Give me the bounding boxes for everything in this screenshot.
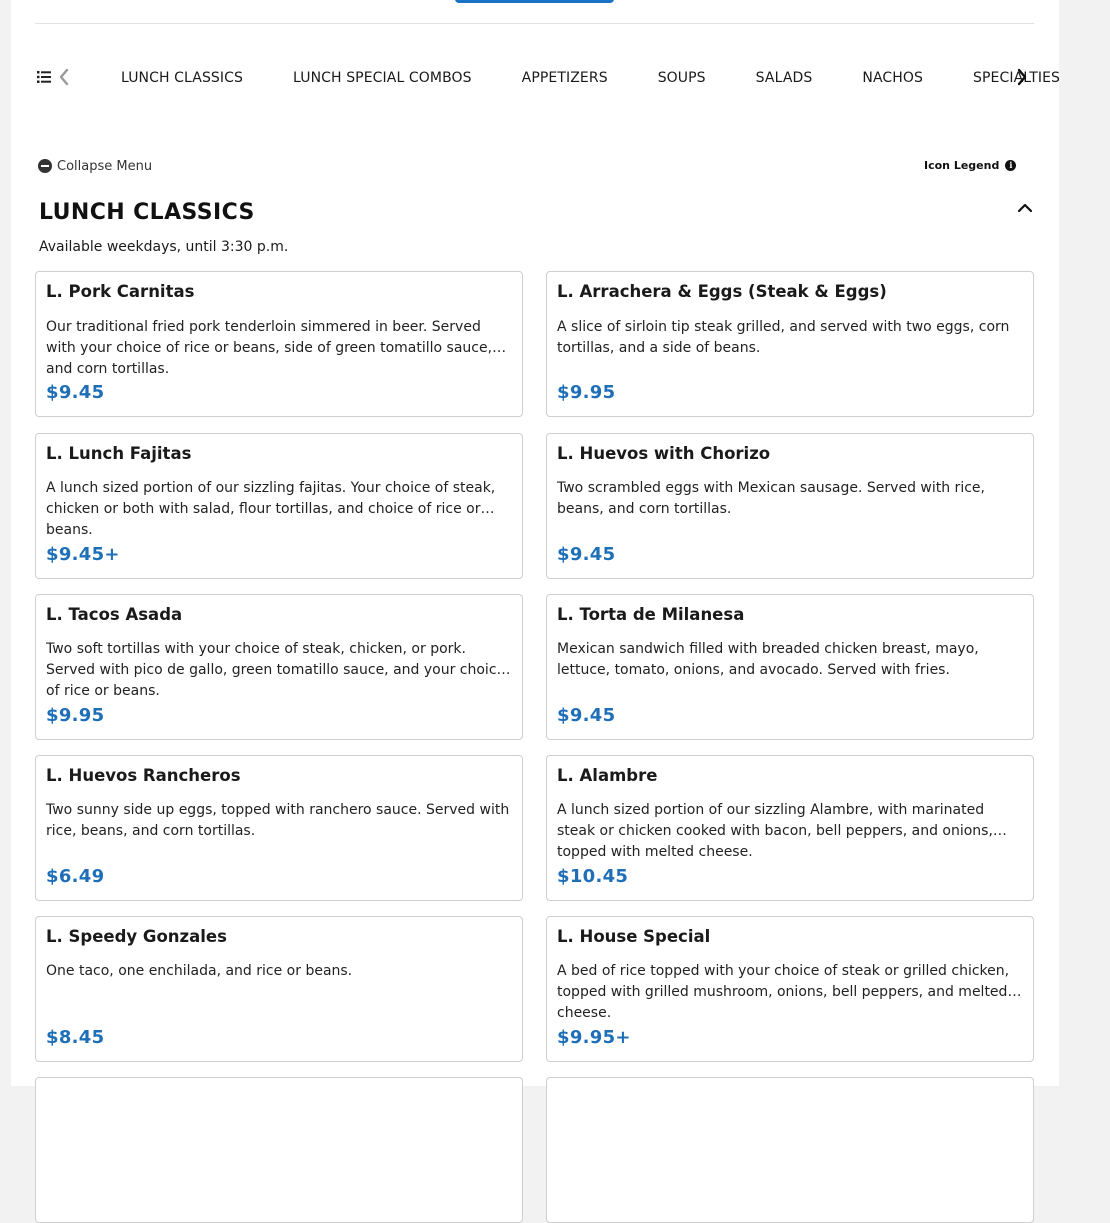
tab-lunch-special-combos[interactable]: LUNCH SPECIAL COMBOS	[293, 70, 472, 86]
chevron-right-icon[interactable]	[1015, 68, 1029, 86]
item-description: Mexican sandwich filled with breaded chicken breast, mayo, lettuce, tomato, onions, and avocado. Served with fries.	[557, 641, 979, 678]
section-subtitle: Available weekdays, until 3:30 p.m.	[39, 239, 289, 255]
menu-page	[11, 0, 1059, 1086]
item-price: $9.45	[46, 382, 105, 403]
menu-item-card[interactable]	[546, 1077, 1034, 1223]
category-nav	[35, 56, 1061, 100]
item-price: $9.45	[557, 705, 616, 726]
tab-soups[interactable]: SOUPS	[657, 70, 706, 86]
menu-item-card[interactable]	[546, 594, 1034, 740]
top-action-button[interactable]	[455, 0, 614, 3]
icon-legend-label: Icon Legend	[924, 158, 1000, 172]
chevron-left-icon[interactable]	[57, 68, 71, 86]
collapse-menu-button[interactable]	[38, 157, 152, 175]
collapse-menu-label: Collapse Menu	[57, 158, 153, 174]
item-description: Two sunny side up eggs, topped with ranchero sauce. Served with rice, beans, and corn tortillas.	[46, 802, 510, 839]
menu-item-card[interactable]	[35, 755, 523, 901]
item-name: L. Huevos with Chorizo	[557, 444, 771, 463]
icon-legend-button[interactable]	[924, 156, 1016, 174]
menu-item-card[interactable]	[35, 916, 523, 1062]
tab-nachos[interactable]: NACHOS	[862, 70, 923, 86]
item-name: L. Arrachera & Eggs (Steak & Eggs)	[557, 282, 887, 301]
menu-item-card[interactable]	[546, 271, 1034, 417]
section-title: LUNCH CLASSICS	[39, 200, 255, 225]
item-price: $9.95	[46, 705, 105, 726]
item-description: One taco, one enchilada, and rice or beans.	[46, 963, 353, 979]
item-description: A lunch sized portion of our sizzling fajitas. Your choice of steak, chicken or both with salad, flour tortillas, and choice of rice or beans.	[46, 480, 496, 538]
item-price: $10.45	[557, 866, 629, 887]
category-tabs	[95, 56, 1061, 100]
item-price: $6.49	[46, 866, 105, 887]
item-name: L. Alambre	[557, 766, 658, 785]
item-name: L. House Special	[557, 927, 711, 946]
item-name: L. Speedy Gonzales	[46, 927, 227, 946]
item-name: L. Huevos Rancheros	[46, 766, 241, 785]
minus-circle-icon	[38, 159, 52, 173]
item-price: $9.95	[557, 382, 616, 403]
item-name: L. Torta de Milanesa	[557, 605, 745, 624]
menu-item-card[interactable]	[35, 594, 523, 740]
menu-item-card[interactable]	[35, 271, 523, 417]
item-price: $9.95+	[557, 1027, 631, 1048]
item-description: A lunch sized portion of our sizzling Alambre, with marinated steak or chicken cooked with bacon, bell peppers, and onions, topped with melted cheese.	[557, 802, 993, 860]
menu-item-card[interactable]	[35, 433, 523, 579]
item-price: $9.45+	[46, 544, 120, 565]
item-price: $9.45	[557, 544, 616, 565]
item-name: L. Tacos Asada	[46, 605, 183, 624]
tab-salads[interactable]: SALADS	[755, 70, 813, 86]
menu-item-card[interactable]	[35, 1077, 523, 1223]
list-icon[interactable]	[37, 71, 51, 83]
menu-item-card[interactable]	[546, 755, 1034, 901]
tab-specialties[interactable]: SPECIALTIES	[973, 70, 1061, 86]
item-description: Two scrambled eggs with Mexican sausage. Served with rice, beans, and corn tortillas.	[557, 480, 985, 517]
item-description: A bed of rice topped with your choice of steak or grilled chicken, topped with grilled mushroom, onions, bell peppers, and melted cheese.	[557, 963, 1010, 1021]
menu-item-card[interactable]	[546, 433, 1034, 579]
divider	[35, 23, 1034, 24]
item-description: A slice of sirloin tip steak grilled, and served with two eggs, corn tortillas, and a side of beans.	[557, 319, 1010, 356]
item-description: Two soft tortillas with your choice of steak, chicken, or pork. Served with pico de gallo, green tomatillo sauce, and your choice of rice or beans.	[46, 641, 506, 699]
tab-appetizers[interactable]: APPETIZERS	[521, 70, 608, 86]
item-description: Our traditional fried pork tenderloin simmered in beer. Served with your choice of rice or beans, side of green tomatillo sauce, and corn tortillas.	[46, 319, 493, 377]
info-icon: i	[1005, 160, 1016, 171]
menu-item-card[interactable]	[546, 916, 1034, 1062]
tab-lunch-classics[interactable]: LUNCH CLASSICS	[121, 70, 244, 86]
item-price: $8.45	[46, 1027, 105, 1048]
chevron-up-icon[interactable]	[1017, 201, 1033, 215]
item-name: L. Lunch Fajitas	[46, 444, 192, 463]
item-name: L. Pork Carnitas	[46, 282, 195, 301]
